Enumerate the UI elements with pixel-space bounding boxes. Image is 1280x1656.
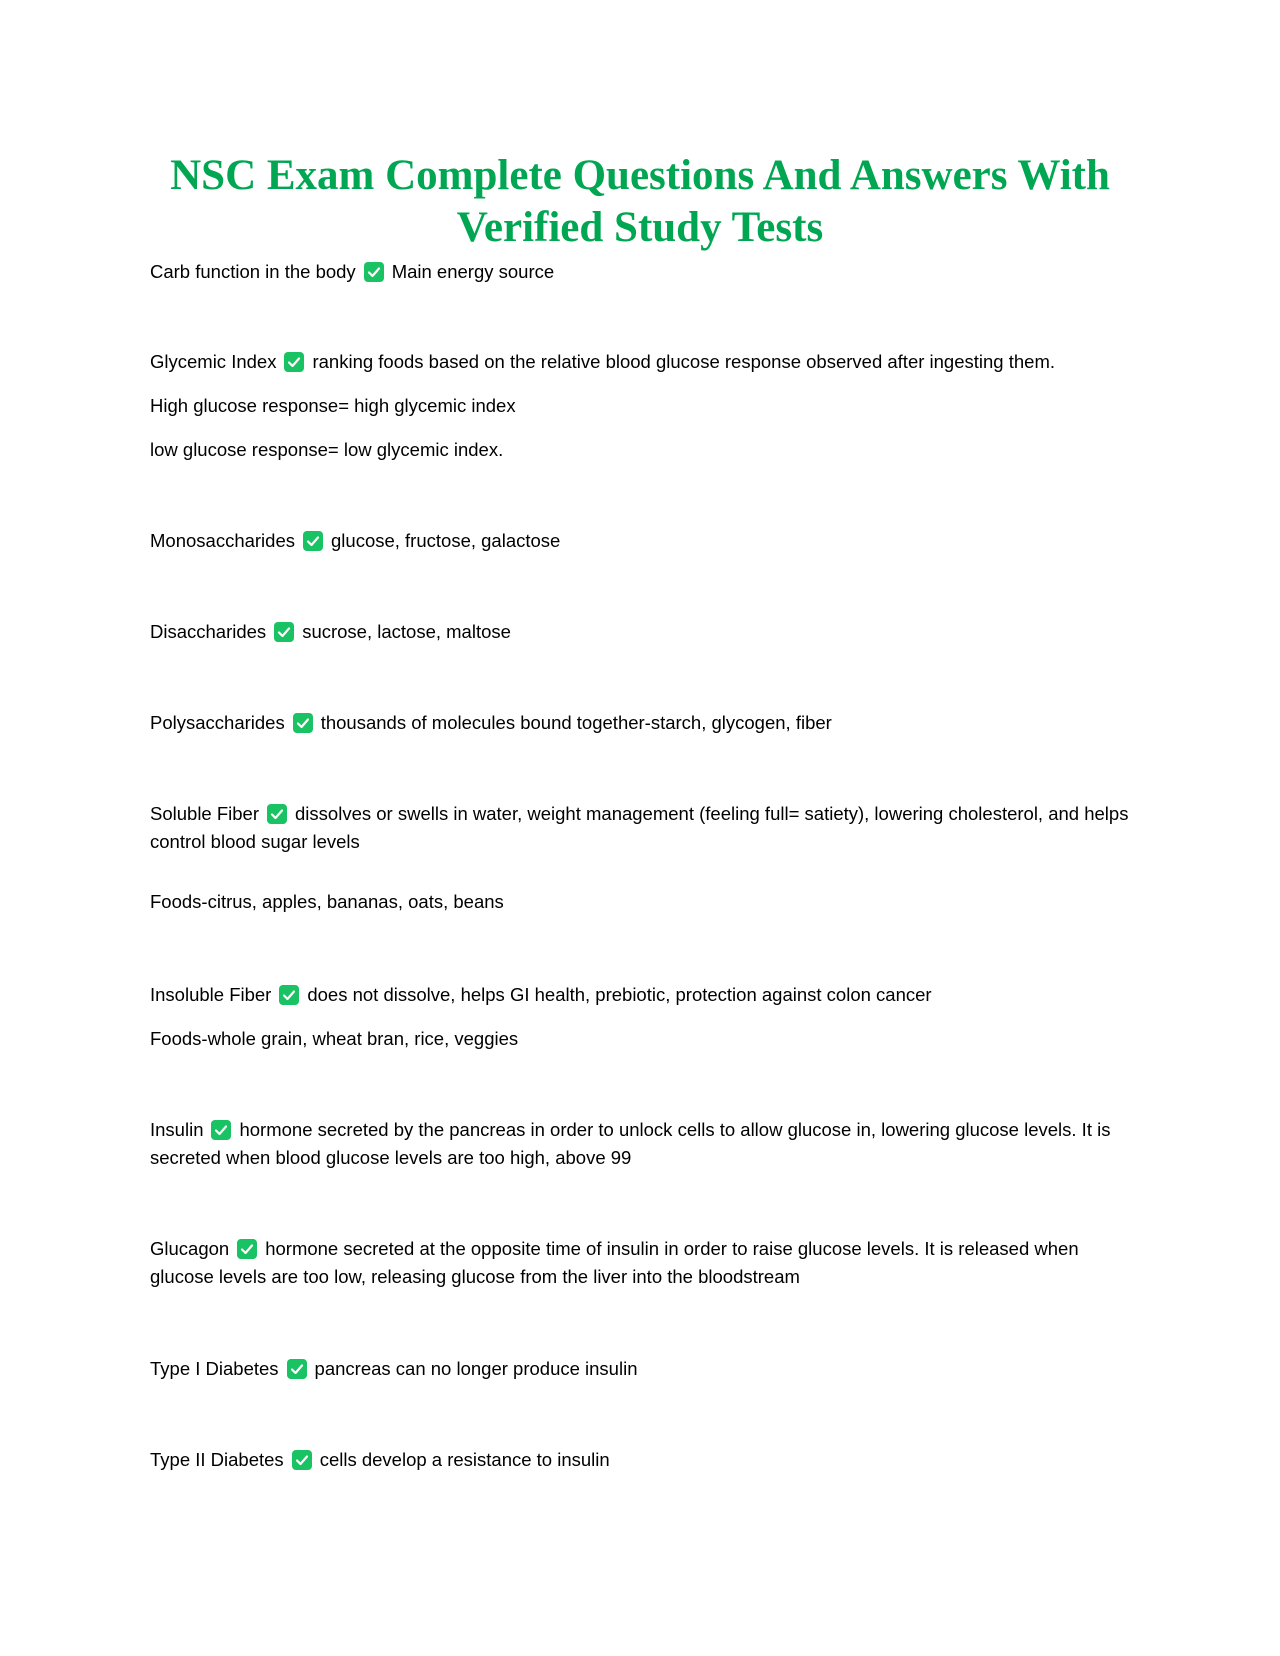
qa-item xyxy=(150,618,1135,646)
qa-definition: sucrose, lactose, maltose xyxy=(302,621,511,642)
qa-definition: ranking foods based on the relative blood glucose response observed after ingesting them. xyxy=(312,351,1055,372)
qa-line xyxy=(150,527,1135,555)
qa-extra-line: Foods-citrus, apples, bananas, oats, beans xyxy=(150,891,504,912)
check-box-icon xyxy=(284,352,304,372)
check-box-icon xyxy=(287,1359,307,1379)
qa-term: Disaccharides xyxy=(150,621,267,642)
qa-definition: does not dissolve, helps GI health, prebiotic, protection against colon cancer xyxy=(307,984,932,1005)
check-box-icon xyxy=(292,1450,312,1470)
check-box-icon xyxy=(364,262,384,282)
title-line-2: Verified Study Tests xyxy=(456,204,824,251)
qa-item xyxy=(150,800,1135,856)
qa-item xyxy=(150,258,1135,286)
qa-term: Polysaccharides xyxy=(150,712,285,733)
qa-term: Glucagon xyxy=(150,1238,230,1259)
check-box-icon xyxy=(279,985,299,1005)
qa-line xyxy=(150,1446,1135,1474)
page-title xyxy=(150,150,1130,254)
qa-term: Insoluble Fiber xyxy=(150,984,272,1005)
qa-item xyxy=(150,1355,1135,1383)
qa-term: Type I Diabetes xyxy=(150,1358,279,1379)
qa-line xyxy=(150,1235,1135,1291)
qa-term: Soluble Fiber xyxy=(150,803,260,824)
qa-definition: cells develop a resistance to insulin xyxy=(319,1449,610,1470)
qa-line xyxy=(150,348,1135,376)
qa-definition: thousands of molecules bound together-starch, glycogen, fiber xyxy=(320,712,832,733)
qa-definition: hormone secreted at the opposite time of insulin in order to raise glucose levels. It is released when glucose levels are too low, releasing glucose from the liver into the bloodstream xyxy=(150,1238,1079,1287)
qa-term: Carb function in the body xyxy=(150,261,356,282)
qa-line xyxy=(150,258,1135,286)
qa-item xyxy=(150,1446,1135,1474)
qa-line xyxy=(150,1116,1135,1172)
qa-line xyxy=(150,981,1135,1009)
qa-extra-line: Foods-whole grain, wheat bran, rice, veggies xyxy=(150,1028,519,1049)
qa-extra-line: low glucose response= low glycemic index. xyxy=(150,439,504,460)
check-box-icon xyxy=(267,804,287,824)
qa-line xyxy=(150,618,1135,646)
qa-term: Insulin xyxy=(150,1119,204,1140)
qa-definition: dissolves or swells in water, weight management (feeling full= satiety), lowering cholesterol, and helps control blood sugar levels xyxy=(150,803,1129,852)
qa-item xyxy=(150,709,1135,737)
title-line-1: NSC Exam Complete Questions And Answers With xyxy=(170,152,1110,199)
check-box-icon xyxy=(303,531,323,551)
qa-definition: pancreas can no longer produce insulin xyxy=(314,1358,638,1379)
check-box-icon xyxy=(211,1120,231,1140)
qa-extra-line: High glucose response= high glycemic index xyxy=(150,395,516,416)
qa-definition: hormone secreted by the pancreas in order to unlock cells to allow glucose in, lowering glucose levels. It is secreted when blood glucose levels are too high, above 99 xyxy=(150,1119,1111,1168)
check-box-icon xyxy=(274,622,294,642)
qa-item xyxy=(150,1235,1135,1291)
qa-item xyxy=(150,1116,1135,1172)
qa-line xyxy=(150,800,1135,856)
qa-item xyxy=(150,981,1135,1009)
qa-item xyxy=(150,527,1135,555)
qa-definition: glucose, fructose, galactose xyxy=(331,530,561,551)
check-box-icon xyxy=(293,713,313,733)
check-box-icon xyxy=(237,1239,257,1259)
qa-line xyxy=(150,1355,1135,1383)
qa-line xyxy=(150,709,1135,737)
qa-term: Monosaccharides xyxy=(150,530,295,551)
qa-term: Type II Diabetes xyxy=(150,1449,284,1470)
qa-definition: Main energy source xyxy=(391,261,555,282)
qa-term: Glycemic Index xyxy=(150,351,277,372)
qa-item xyxy=(150,348,1135,376)
